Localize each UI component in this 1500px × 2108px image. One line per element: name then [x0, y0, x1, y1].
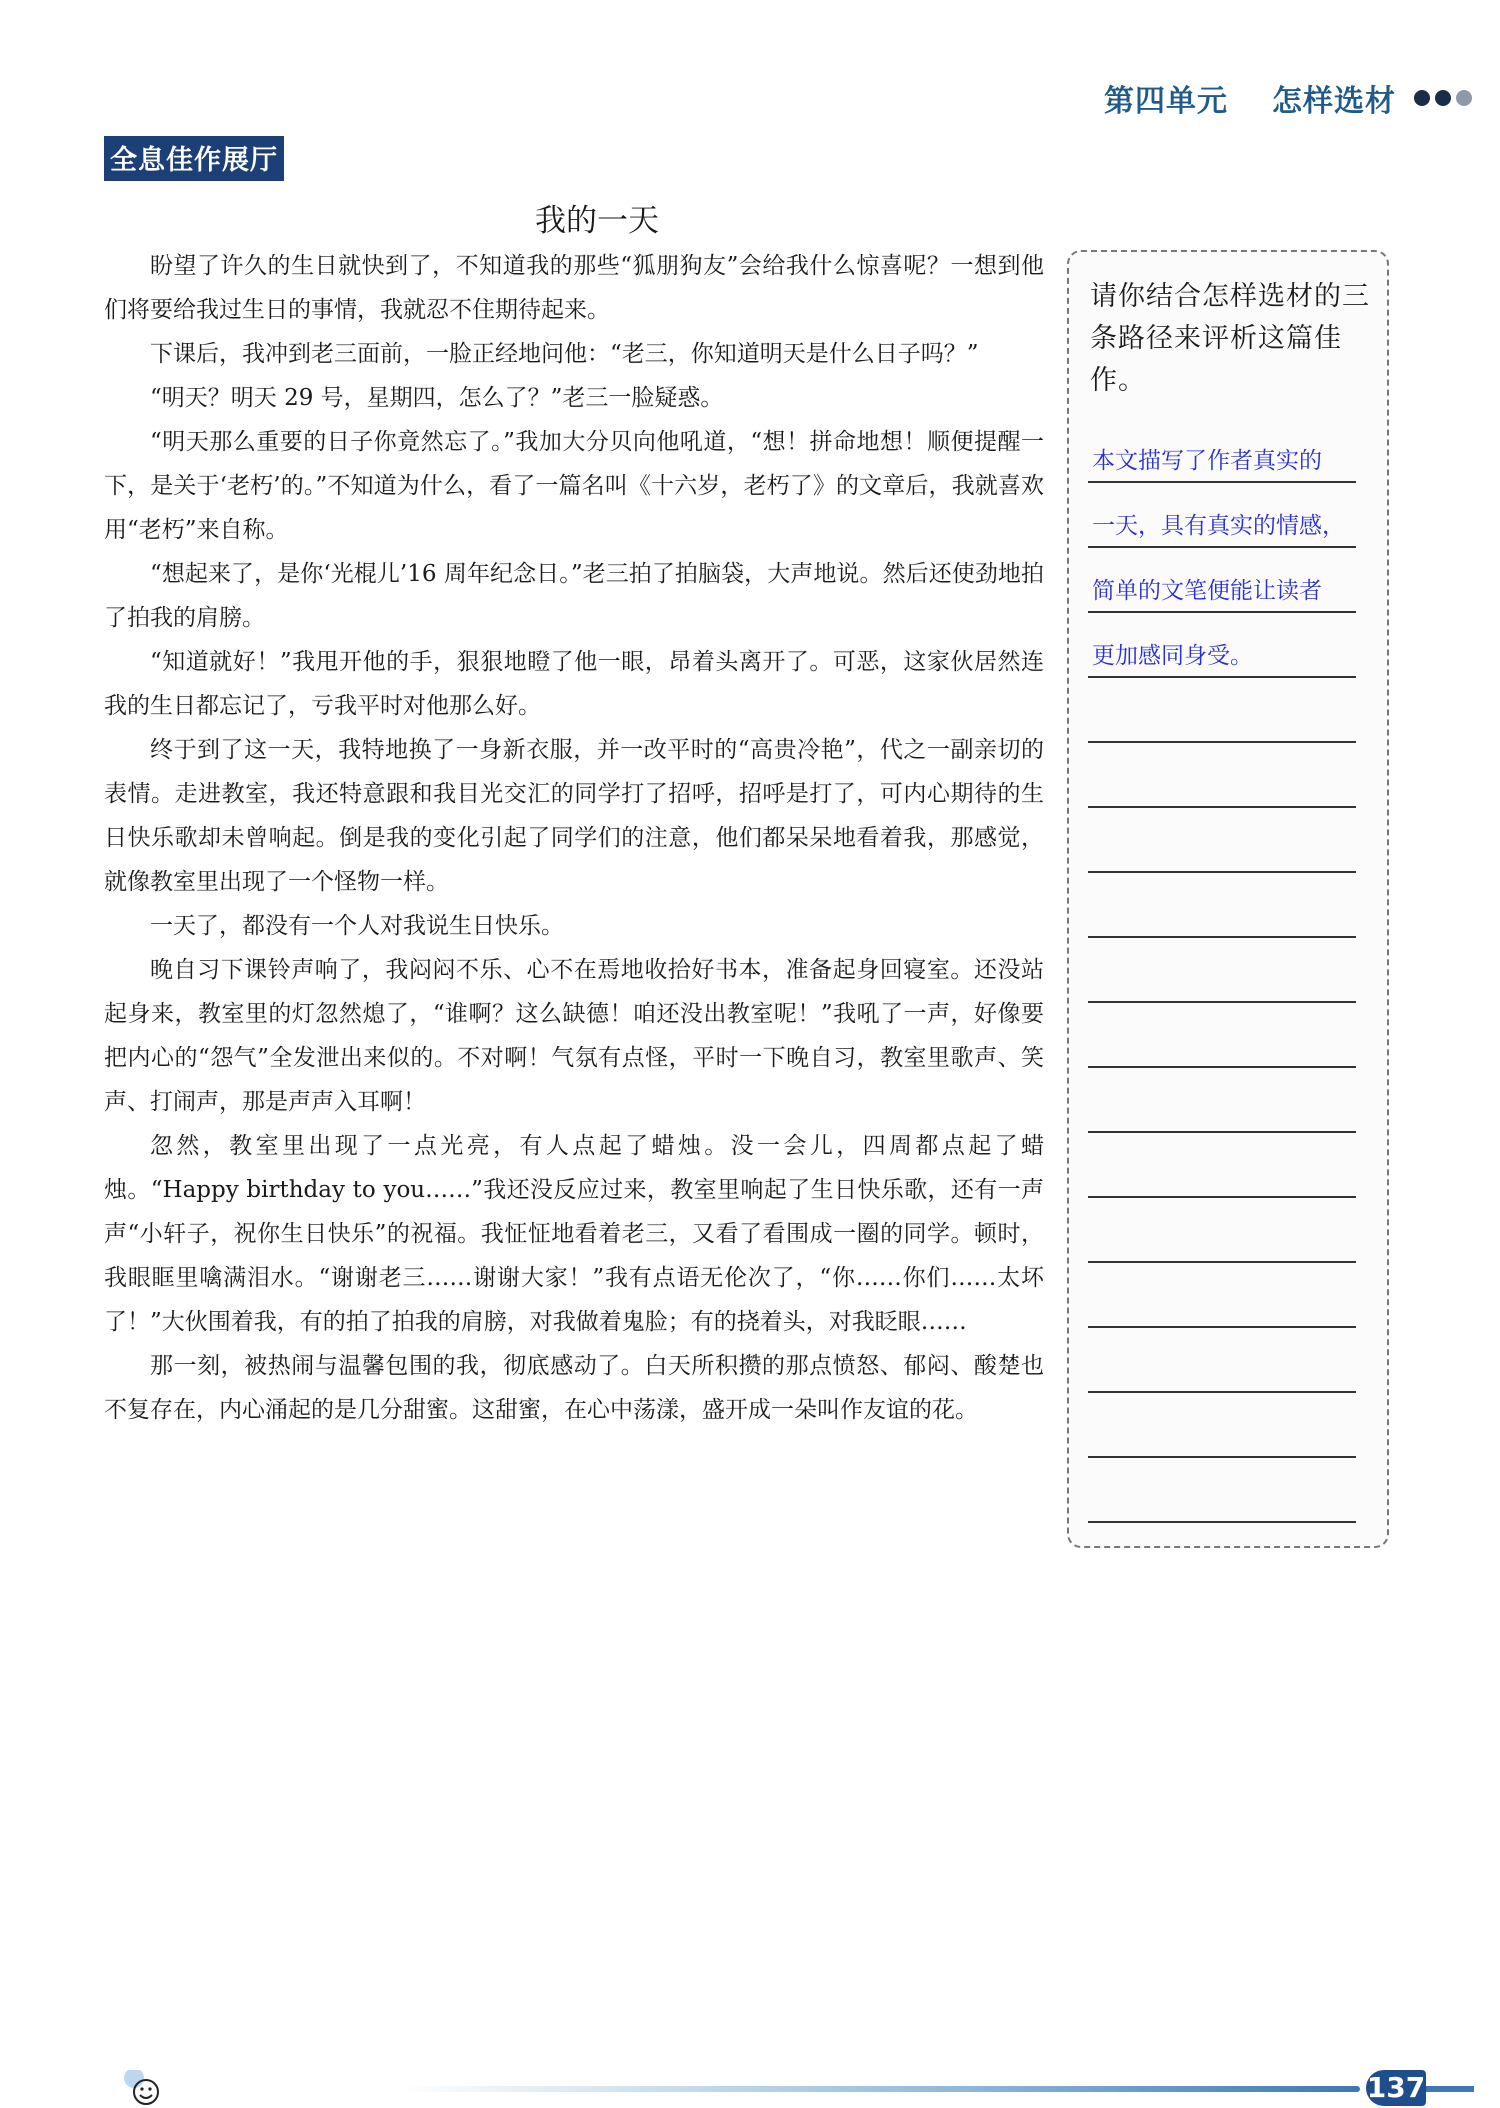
- handwritten-answer: 本文描写了作者真实的: [1092, 448, 1322, 474]
- answer-line[interactable]: [1088, 743, 1356, 808]
- answer-line[interactable]: [1088, 1003, 1356, 1068]
- essay-paragraph: 盼望了许久的生日就快到了，不知道我的那些“狐朋狗友”会给我什么惊喜呢？一想到他们将要给我过生日的事情，我就忍不住期待起来。: [104, 253, 1044, 323]
- answer-line[interactable]: [1088, 1068, 1356, 1133]
- answer-line[interactable]: [1088, 1393, 1356, 1458]
- essay-paragraph: 一天了，都没有一个人对我说生日快乐。: [150, 913, 564, 939]
- essay-paragraph: 晚自习下课铃声响了，我闷闷不乐、心不在焉地收拾好书本，准备起身回寝室。还没站起身来，教室里的灯忽然熄了，“谁啊？这么缺德！咱还没出教室呢！”我吼了一声，好像要把内心的“怨气”全发泄出来似的。不对啊！气氛有点怪，平时一下晚自习，教室里歌声、笑声、打闹声，那是声声入耳啊！: [104, 957, 1044, 1115]
- unit-topic: 怎样选材: [1272, 84, 1396, 119]
- page-number: 137: [1366, 2071, 1426, 2104]
- essay-paragraph: “知道就好！”我甩开他的手，狠狠地瞪了他一眼，昂着头离开了。可恶，这家伙居然连我的生日都忘记了，亏我平时对他那么好。: [104, 649, 1044, 719]
- essay-body: [104, 244, 1044, 1432]
- answer-lines: [1088, 418, 1356, 1523]
- unit-header: [1104, 76, 1472, 120]
- essay-title: 我的一天: [535, 203, 659, 239]
- footer-bar: [400, 2086, 1360, 2092]
- section-label: 全息佳作展厅: [104, 136, 284, 181]
- essay-paragraph: 终于到了这一天，我特地换了一身新衣服，并一改平时的“高贵冷艳”，代之一副亲切的表情。走进教室，我还特意跟和我目光交汇的同学打了招呼，招呼是打了，可内心期待的生日快乐歌却未曾响起。倒是我的变化引起了同学们的注意，他们都呆呆地看着我，那感觉，就像教室里出现了一个怪物一样。: [104, 737, 1044, 895]
- panel-prompt: 请你结合怎样选材的三条路径来评析这篇佳作。: [1090, 281, 1370, 396]
- essay-paragraph: “明天？明天 29 号，星期四，怎么了？”老三一脸疑惑。: [150, 385, 724, 411]
- answer-line[interactable]: [1088, 483, 1356, 548]
- handwritten-answer: 简单的文笔便能让读者: [1092, 578, 1322, 604]
- handwritten-answer: 一天，具有真实的情感，: [1092, 513, 1345, 539]
- answer-line[interactable]: [1088, 873, 1356, 938]
- footer-bar-tail: [1426, 2086, 1474, 2092]
- essay-paragraph: “想起来了，是你‘光棍儿’16 周年纪念日。”老三拍了拍脑袋，大声地说。然后还使劲地拍了拍我的肩膀。: [104, 561, 1044, 631]
- answer-line[interactable]: [1088, 678, 1356, 743]
- smiley-icon: [120, 2070, 172, 2106]
- answer-line[interactable]: [1088, 1198, 1356, 1263]
- answer-line[interactable]: [1088, 1263, 1356, 1328]
- unit-title: 第四单元: [1104, 84, 1228, 119]
- answer-line[interactable]: [1088, 613, 1356, 678]
- essay-paragraph: “明天那么重要的日子你竟然忘了。”我加大分贝向他吼道，“想！拼命地想！顺便提醒一下，是关于‘老朽’的。”不知道为什么，看了一篇名叫《十六岁，老朽了》的文章后，我就喜欢用“老朽”来自称。: [104, 429, 1044, 543]
- essay-paragraph: 下课后，我冲到老三面前，一脸正经地问他：“老三，你知道明天是什么日子吗？”: [150, 341, 979, 367]
- answer-line[interactable]: [1088, 548, 1356, 613]
- answer-line[interactable]: [1088, 418, 1356, 483]
- essay-paragraph: 忽然，教室里出现了一点光亮，有人点起了蜡烛。没一会儿，四周都点起了蜡烛。“Happy birthday to you……”我还没反应过来，教室里响起了生日快乐歌，还有一声声“小轩子，祝你生日快乐”的祝福。我怔怔地看着老三，又看了看围成一圈的同学。顿时，我眼眶里噙满泪水。“谢谢老三……谢谢大家！”我有点语无伦次了，“你……你们……太坏了！”大伙围着我，有的拍了拍我的肩膀，对我做着鬼脸；有的挠着头，对我眨眼……: [104, 1133, 1044, 1335]
- dots-icon: [1414, 90, 1472, 106]
- answer-line[interactable]: [1088, 938, 1356, 1003]
- handwritten-answer: 更加感同身受。: [1092, 643, 1253, 669]
- essay-paragraph: 那一刻，被热闹与温馨包围的我，彻底感动了。白天所积攒的那点愤怒、郁闷、酸楚也不复存在，内心涌起的是几分甜蜜。这甜蜜，在心中荡漾，盛开成一朵叫作友谊的花。: [104, 1353, 1044, 1423]
- answer-line[interactable]: [1088, 1458, 1356, 1523]
- answer-line[interactable]: [1088, 1328, 1356, 1393]
- answer-line[interactable]: [1088, 808, 1356, 873]
- answer-line[interactable]: [1088, 1133, 1356, 1198]
